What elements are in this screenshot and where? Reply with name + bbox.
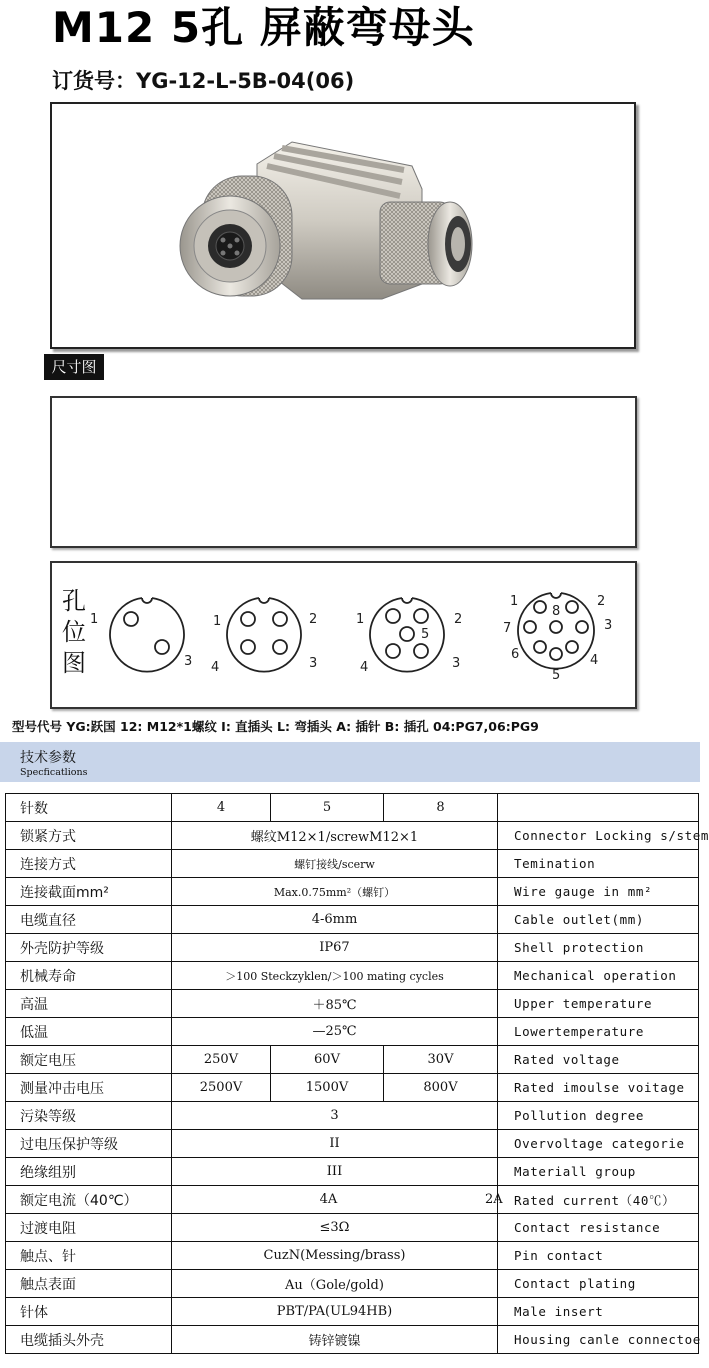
page-title: M12 5孔 屏蔽弯母头 bbox=[52, 3, 475, 52]
table-row bbox=[6, 1242, 699, 1270]
pin-number: 1 bbox=[356, 612, 365, 627]
spec-header-cn: 技术参数 bbox=[20, 750, 76, 766]
spec-name-en bbox=[498, 794, 699, 822]
spec-value: ＋85℃ bbox=[172, 990, 498, 1018]
spec-value: 60V bbox=[271, 1046, 384, 1074]
spec-name-en: Rated imoulse voitage bbox=[498, 1074, 699, 1102]
spec-value: 4 bbox=[172, 794, 271, 822]
pin-number: 4 bbox=[211, 660, 220, 675]
spec-header-en: Specficatlions bbox=[20, 767, 88, 778]
spec-name: 触点、针 bbox=[6, 1242, 172, 1270]
spec-value: 30V bbox=[384, 1046, 498, 1074]
spec-name: 电缆直径 bbox=[6, 906, 172, 934]
table-row bbox=[6, 1214, 699, 1242]
pin-layout-3 bbox=[90, 598, 192, 672]
spec-name-en: Contact resistance bbox=[498, 1214, 699, 1242]
model-code-legend: 型号代号 YG:跃国 12: M12*1螺纹 I: 直插头 L: 弯插头 A: 插针 B: 插孔 04:PG7,06:PG9 bbox=[12, 719, 539, 734]
spec-name: 高温 bbox=[6, 990, 172, 1018]
dimension-drawing-tag: 尺寸图 bbox=[44, 354, 104, 380]
spec-name: 连接方式 bbox=[6, 850, 172, 878]
spec-value: 1500V bbox=[271, 1074, 384, 1102]
spec-name: 低温 bbox=[6, 1018, 172, 1046]
pin-number: 1 bbox=[213, 614, 222, 629]
spec-name: 额定电流（40℃） bbox=[6, 1186, 172, 1214]
table-row bbox=[6, 1046, 699, 1074]
spec-header-band bbox=[0, 742, 700, 782]
pin-number: 8 bbox=[552, 604, 561, 619]
spec-value: ＞100 Steckzyklen/＞100 mating cycles bbox=[172, 962, 498, 990]
spec-name-en: Male insert bbox=[498, 1298, 699, 1326]
table-row bbox=[6, 1298, 699, 1326]
spec-value: Au（Gole/gold) bbox=[172, 1270, 498, 1298]
pin-number: 2 bbox=[454, 612, 463, 627]
pin-layout-diagrams bbox=[0, 561, 700, 705]
spec-name: 机械寿命 bbox=[6, 962, 172, 990]
pin-number: 3 bbox=[309, 656, 318, 671]
table-row bbox=[6, 962, 699, 990]
spec-name-en: Pollution degree bbox=[498, 1102, 699, 1130]
spec-value: Max.0.75mm²（螺钉） bbox=[172, 878, 498, 906]
dimension-drawing-frame bbox=[50, 396, 637, 548]
table-row bbox=[6, 906, 699, 934]
pin-number: 4 bbox=[590, 653, 599, 668]
pin-layout-8 bbox=[503, 593, 612, 683]
spec-name-en: Upper temperature bbox=[498, 990, 699, 1018]
spec-value: PBT/PA(UL94HB) bbox=[172, 1298, 498, 1326]
connector-photo bbox=[52, 104, 634, 347]
spec-value: 螺纹M12×1/screwM12×1 bbox=[172, 822, 498, 850]
spec-name: 额定电压 bbox=[6, 1046, 172, 1074]
pin-number: 5 bbox=[552, 668, 561, 683]
spec-value: 螺钉接线/scerw bbox=[172, 850, 498, 878]
table-row bbox=[6, 794, 699, 822]
spec-name-en: Contact plating bbox=[498, 1270, 699, 1298]
spec-value: 3 bbox=[172, 1102, 498, 1130]
spec-name-en: Materiall group bbox=[498, 1158, 699, 1186]
spec-value: 铸锌镀镍 bbox=[172, 1326, 498, 1354]
pin-number: 1 bbox=[510, 594, 519, 609]
pin-number: 4 bbox=[360, 660, 369, 675]
spec-name-en: Connector Locking s/stem bbox=[498, 822, 699, 850]
spec-name-en: Rated voltage bbox=[498, 1046, 699, 1074]
spec-name-en: Overvoltage categorie bbox=[498, 1130, 699, 1158]
table-row bbox=[6, 822, 699, 850]
spec-name-en: Pin contact bbox=[498, 1242, 699, 1270]
spec-name: 过渡电阻 bbox=[6, 1214, 172, 1242]
spec-name-en: Mechanical operation bbox=[498, 962, 699, 990]
spec-name: 针数 bbox=[6, 794, 172, 822]
spec-value: CuzN(Messing/brass) bbox=[172, 1242, 498, 1270]
pin-number: 3 bbox=[452, 656, 461, 671]
spec-name-en: Temination bbox=[498, 850, 699, 878]
spec-name-en: Shell protection bbox=[498, 934, 699, 962]
pin-number: 7 bbox=[503, 621, 512, 636]
spec-value: —25℃ bbox=[172, 1018, 498, 1046]
pin-number: 3 bbox=[184, 654, 193, 669]
table-row bbox=[6, 1074, 699, 1102]
spec-name: 外壳防护等级 bbox=[6, 934, 172, 962]
table-row bbox=[6, 850, 699, 878]
spec-name: 绝缘组别 bbox=[6, 1158, 172, 1186]
pin-number: 6 bbox=[511, 647, 520, 662]
spec-value: II bbox=[172, 1130, 498, 1158]
table-row bbox=[6, 934, 699, 962]
table-row bbox=[6, 878, 699, 906]
spec-value: 250V bbox=[172, 1046, 271, 1074]
spec-name-en: Housing canle connectoe bbox=[498, 1326, 699, 1354]
spec-name-en: Rated current（40℃） bbox=[498, 1186, 699, 1214]
table-row bbox=[6, 1270, 699, 1298]
table-row bbox=[6, 1018, 699, 1046]
pin-layout-4 bbox=[211, 598, 317, 675]
spec-value-split: 4A 2A bbox=[172, 1186, 498, 1214]
spec-name-en: Lowertemperature bbox=[498, 1018, 699, 1046]
pin-number: 1 bbox=[90, 612, 99, 627]
spec-value: 5 bbox=[271, 794, 384, 822]
spec-value: 8 bbox=[384, 794, 498, 822]
spec-name: 电缆插头外壳 bbox=[6, 1326, 172, 1354]
spec-name-en: Wire gauge in mm² bbox=[498, 878, 699, 906]
spec-value: IP67 bbox=[172, 934, 498, 962]
spec-value: 4-6mm bbox=[172, 906, 498, 934]
pin-number: 3 bbox=[604, 618, 613, 633]
spec-name: 过电压保护等级 bbox=[6, 1130, 172, 1158]
spec-name: 测量冲击电压 bbox=[6, 1074, 172, 1102]
table-row bbox=[6, 1326, 699, 1354]
spec-value: 800V bbox=[384, 1074, 498, 1102]
spec-table bbox=[5, 793, 709, 1354]
spec-name: 触点表面 bbox=[6, 1270, 172, 1298]
product-photo-frame bbox=[50, 102, 636, 349]
pin-number: 2 bbox=[309, 612, 318, 627]
spec-value: 4A bbox=[319, 1192, 338, 1207]
pin-layout-label-char: 图 bbox=[62, 649, 86, 677]
spec-name: 污染等级 bbox=[6, 1102, 172, 1130]
spec-name: 针体 bbox=[6, 1298, 172, 1326]
order-number: 订货号：YG-12-L-5B-04(06) bbox=[52, 69, 355, 93]
spec-value: 2500V bbox=[172, 1074, 271, 1102]
spec-value: ≤3Ω bbox=[172, 1214, 498, 1242]
spec-name: 连接截面mm² bbox=[6, 878, 172, 906]
table-row bbox=[6, 1130, 699, 1158]
spec-value: III bbox=[172, 1158, 498, 1186]
spec-name: 锁紧方式 bbox=[6, 822, 172, 850]
pin-layout-label-char: 孔 bbox=[62, 587, 86, 615]
pin-number: 5 bbox=[421, 627, 430, 642]
table-row bbox=[6, 1102, 699, 1130]
pin-number: 2 bbox=[597, 594, 606, 609]
pin-layout-label-char: 位 bbox=[62, 618, 86, 646]
table-row bbox=[6, 990, 699, 1018]
spec-name-en: Cable outlet(mm) bbox=[498, 906, 699, 934]
pin-layout-5 bbox=[356, 598, 462, 675]
table-row bbox=[6, 1158, 699, 1186]
table-row bbox=[6, 1186, 699, 1214]
